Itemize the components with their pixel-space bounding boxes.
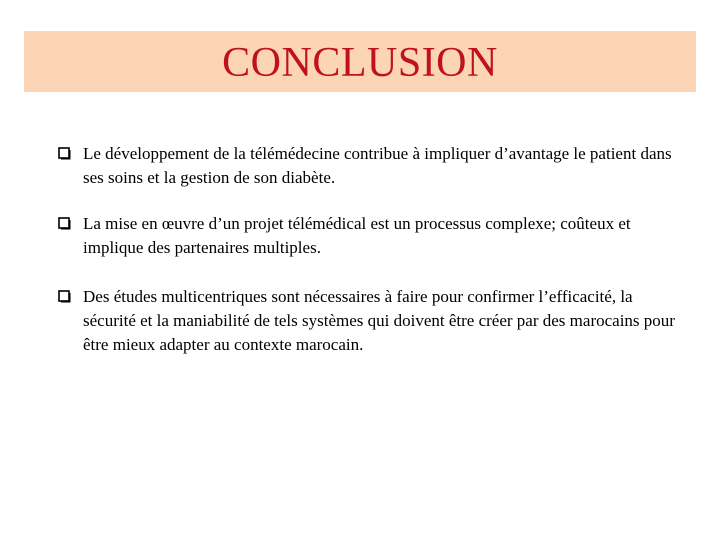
bullet-item: [58, 285, 688, 357]
title-banner: [24, 31, 696, 92]
bullet-item: [58, 142, 688, 190]
bullet-item: [58, 212, 688, 260]
bullet-text: La mise en œuvre d’un projet télémédical est un processus complexe; coûteux et implique des partenaires multiples.: [83, 214, 631, 257]
bullet-text: Des études multicentriques sont nécessaires à faire pour confirmer l’efficacité, la sécurité et la maniabilité de tels systèmes qui doivent être créer par des marocains pour être mieux adapter au contexte marocain.: [83, 287, 675, 354]
hollow-square-bullet-icon: [58, 147, 71, 160]
hollow-square-bullet-icon: [58, 217, 71, 230]
bullet-text: Le développement de la télémédecine contribue à impliquer d’avantage le patient dans ses soins et la gestion de son diabète.: [83, 144, 672, 187]
hollow-square-bullet-icon: [58, 290, 71, 303]
bullet-list: [58, 142, 688, 379]
slide-title: CONCLUSION: [222, 39, 498, 86]
